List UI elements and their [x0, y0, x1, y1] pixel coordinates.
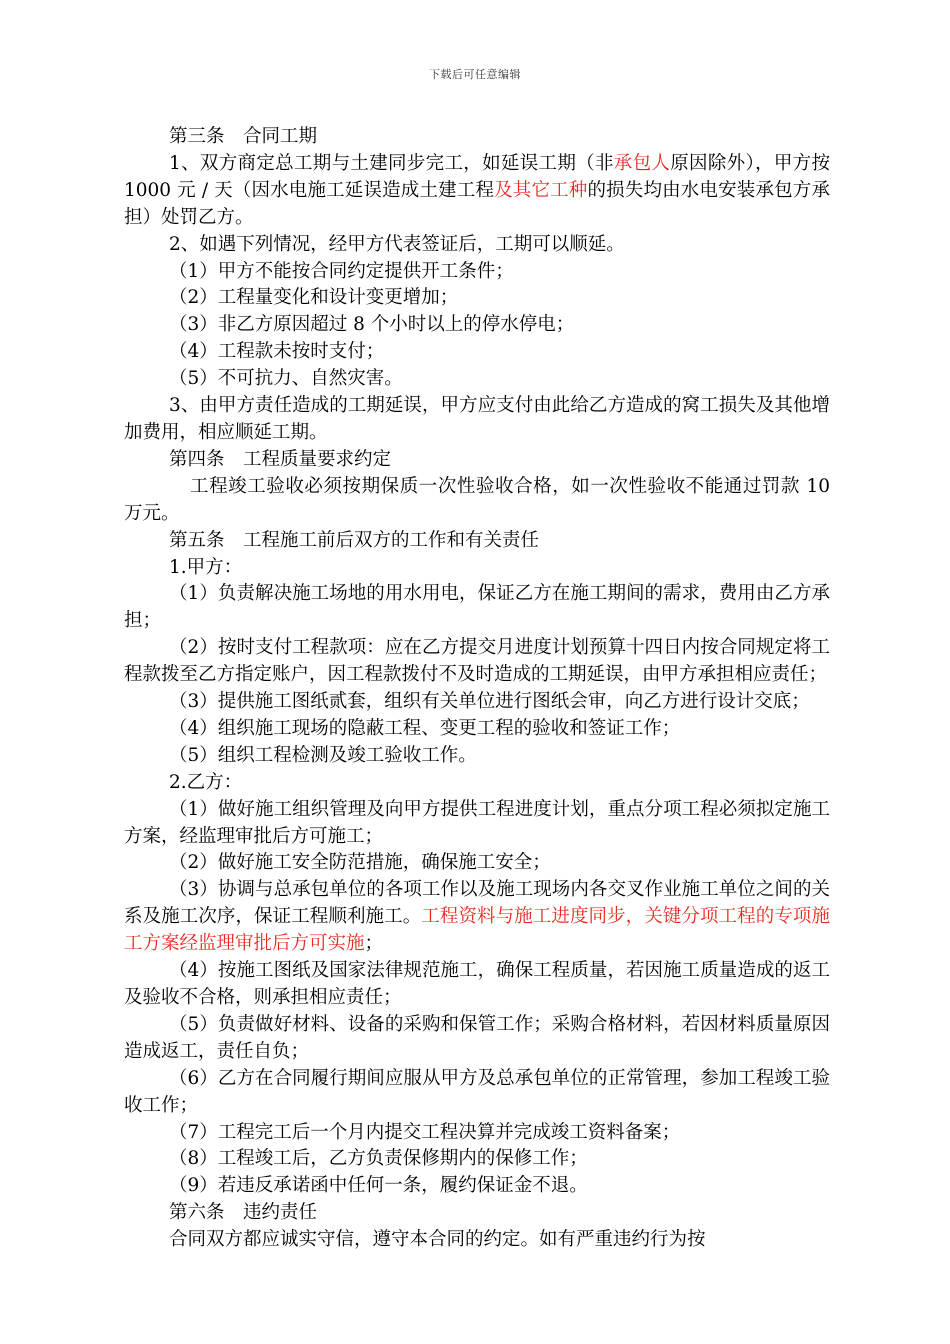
party-b-label: 2.乙方： [169, 771, 243, 793]
list-item: （1）甲方不能按合同约定提供开工条件； [169, 260, 514, 282]
article-3-paragraph-2: 2、如遇下列情况，经甲方代表签证后，工期可以顺延。 [169, 233, 625, 255]
article-5-title: 第五条 工程施工前后双方的工作和有关责任 [169, 529, 540, 551]
list-item: （4）按施工图纸及国家法律规范施工，确保工程质量，若因施工质量造成的返工及验收不合格，则承担相应责任； [124, 960, 830, 1008]
list-item: （2）做好施工安全防范措施，确保施工安全； [169, 852, 551, 874]
list-item: （3）非乙方原因超过 8 个小时以上的停水停电； [169, 314, 575, 336]
text-run: （3）协调与总承包单位的各项工作以及施工现场内各交叉作业施工单位之间的关系及施工次序，保证工程顺利施工。 [124, 879, 830, 928]
list-item: （2）按时支付工程款项：应在乙方提交月进度计划预算十四日内按合同规定将工程款拨至乙方指定账户，因工程款拨付不及时造成的工期延误，由甲方承担相应责任； [124, 637, 830, 686]
list-item: （5）组织工程检测及竣工验收工作。 [169, 744, 477, 766]
list-item: （6）乙方在合同履行期间应服从甲方及总承包单位的正常管理，参加工程竣工验收工作； [124, 1067, 830, 1116]
article-4-title: 第四条 工程质量要求约定 [169, 448, 392, 470]
list-item: （7）工程完工后一个月内提交工程决算并完成竣工资料备案； [169, 1121, 681, 1143]
text-run: 的损失均由水电安装承包方承担）处罚乙方。 [124, 179, 830, 228]
article-3-paragraph-1 [124, 151, 830, 232]
highlighted-text: 及其它工种 [494, 179, 588, 201]
document-body [124, 124, 830, 1254]
list-item: （1）做好施工组织管理及向甲方提供工程进度计划，重点分项工程必须拟定施工方案，经监理审批后方可施工； [124, 798, 830, 847]
article-6-body: 合同双方都应诚实守信，遵守本合同的约定。如有严重违约行为按 [169, 1229, 706, 1251]
list-item: （2）工程量变化和设计变更增加； [169, 287, 459, 309]
text-run: 1、双方商定总工期与土建同步完工，如延误工期（非 [169, 152, 614, 174]
article-3-paragraph-3: 3、由甲方责任造成的工期延误，甲方应支付由此给乙方造成的窝工损失及其他增加费用，相应顺延工期。 [124, 395, 830, 443]
list-item: （3）提供施工图纸贰套，组织有关单位进行图纸会审，向乙方进行设计交底； [169, 691, 810, 713]
list-item [124, 877, 830, 958]
list-item: （8）工程竣工后，乙方负责保修期内的保修工作； [169, 1148, 588, 1170]
highlighted-text: 承包人 [613, 152, 671, 174]
party-a-label: 1.甲方： [169, 556, 243, 578]
list-item: （9）若违反承诺函中任何一条，履约保证金不退。 [169, 1175, 588, 1197]
header-note: 下载后可任意编辑 [429, 68, 521, 81]
list-item: （4）工程款未按时支付； [169, 341, 385, 363]
text-run: 原因除外），甲方按 1000 元 / 天（因水电施工延误造成土建工程 [124, 152, 830, 201]
article-4-body: 工程竣工验收必须按期保质一次性验收合格，如一次性验收不能通过罚款 10 万元。 [124, 475, 830, 524]
highlighted-text: 工程资料与施工进度同步，关键分项工程的专项施工方案经监理审批后方可实施 [124, 906, 830, 955]
text-run: ； [364, 933, 384, 955]
list-item: （4）组织施工现场的隐蔽工程、变更工程的验收和签证工作； [169, 717, 681, 739]
list-item: （1）负责解决施工场地的用水用电，保证乙方在施工期间的需求，费用由乙方承担； [124, 583, 830, 632]
article-6-title: 第六条 违约责任 [169, 1202, 318, 1224]
article-3-title: 第三条 合同工期 [169, 126, 318, 147]
list-item: （5）不可抗力、自然灾害。 [169, 368, 403, 390]
list-item: （5）负责做好材料、设备的采购和保管工作；采购合格材料，若因材料质量原因造成返工，责任自负； [124, 1013, 830, 1062]
